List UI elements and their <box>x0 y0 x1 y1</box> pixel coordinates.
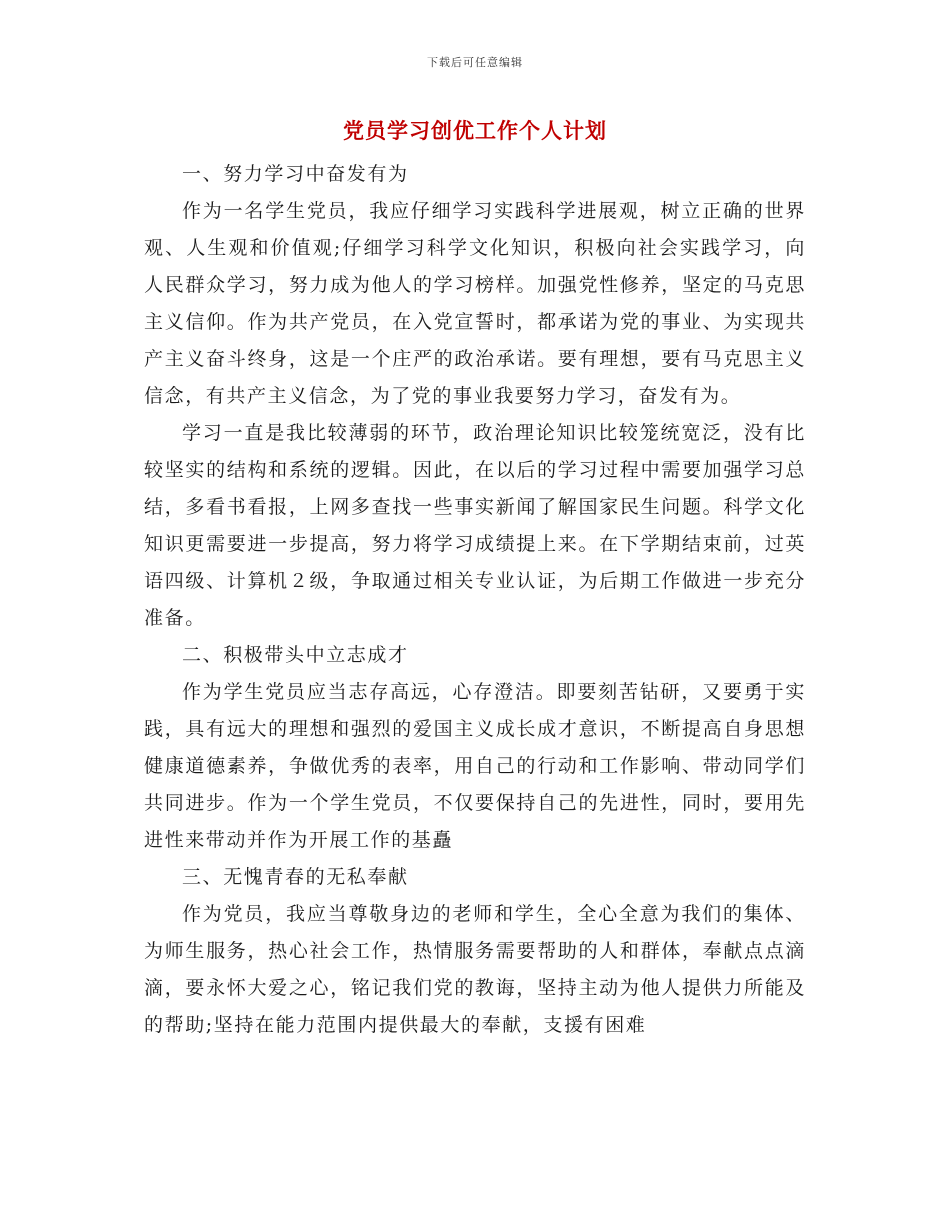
document-body <box>144 156 806 1044</box>
document-title: 党员学习创优工作个人计划 <box>343 118 607 143</box>
paragraph: 作为学生党员应当志存高远，心存澄洁。即要刻苦钻研，又要勇于实践，具有远大的理想和强烈的爱国主义成长成才意识，不断提高自身思想健康道德素养，争做优秀的表率，用自己的行动和工作影响、带动同学们共同进步。作为一个学生党员，不仅要保持自己的先进性，同时，要用先进性来带动并作为开展工作的基矗 <box>144 681 806 851</box>
section-heading-2: 二、积极带头中立志成才 <box>182 644 409 666</box>
paragraph: 学习一直是我比较薄弱的环节，政治理论知识比较笼统宽泛，没有比较坚实的结构和系统的逻辑。因此，在以后的学习过程中需要加强学习总结，多看书看报，上网多查找一些事实新闻了解国家民生问题。科学文化知识更需要进一步提高，努力将学习成绩提上来。在下学期结束前，过英语四级、计算机２级，争取通过相关专业认证，为后期工作做进一步充分准备。 <box>144 422 806 629</box>
page-header-note: 下载后可任意编辑 <box>427 56 523 69</box>
paragraph: 作为一名学生党员，我应仔细学习实践科学进展观，树立正确的世界观、人生观和价值观;仔细学习科学文化知识，积极向社会实践学习，向人民群众学习，努力成为他人的学习榜样。加强党性修养，坚定的马克思主义信仰。作为共产党员，在入党宣誓时，都承诺为党的事业、为实现共产主义奋斗终身，这是一个庄严的政治承诺。要有理想，要有马克思主义信念，有共产主义信念，为了党的事业我要努力学习，奋发有为。 <box>144 200 806 407</box>
section-heading-3: 三、无愧青春的无私奉献 <box>182 866 409 888</box>
paragraph: 作为党员，我应当尊敬身边的老师和学生，全心全意为我们的集体、为师生服务，热心社会工作，热情服务需要帮助的人和群体，奉献点点滴滴，要永怀大爱之心，铭记我们党的教诲，坚持主动为他人提供力所能及的帮助;坚持在能力范围内提供最大的奉献，支援有困难 <box>144 903 806 1036</box>
section-heading-1: 一、努力学习中奋发有为 <box>182 163 409 185</box>
